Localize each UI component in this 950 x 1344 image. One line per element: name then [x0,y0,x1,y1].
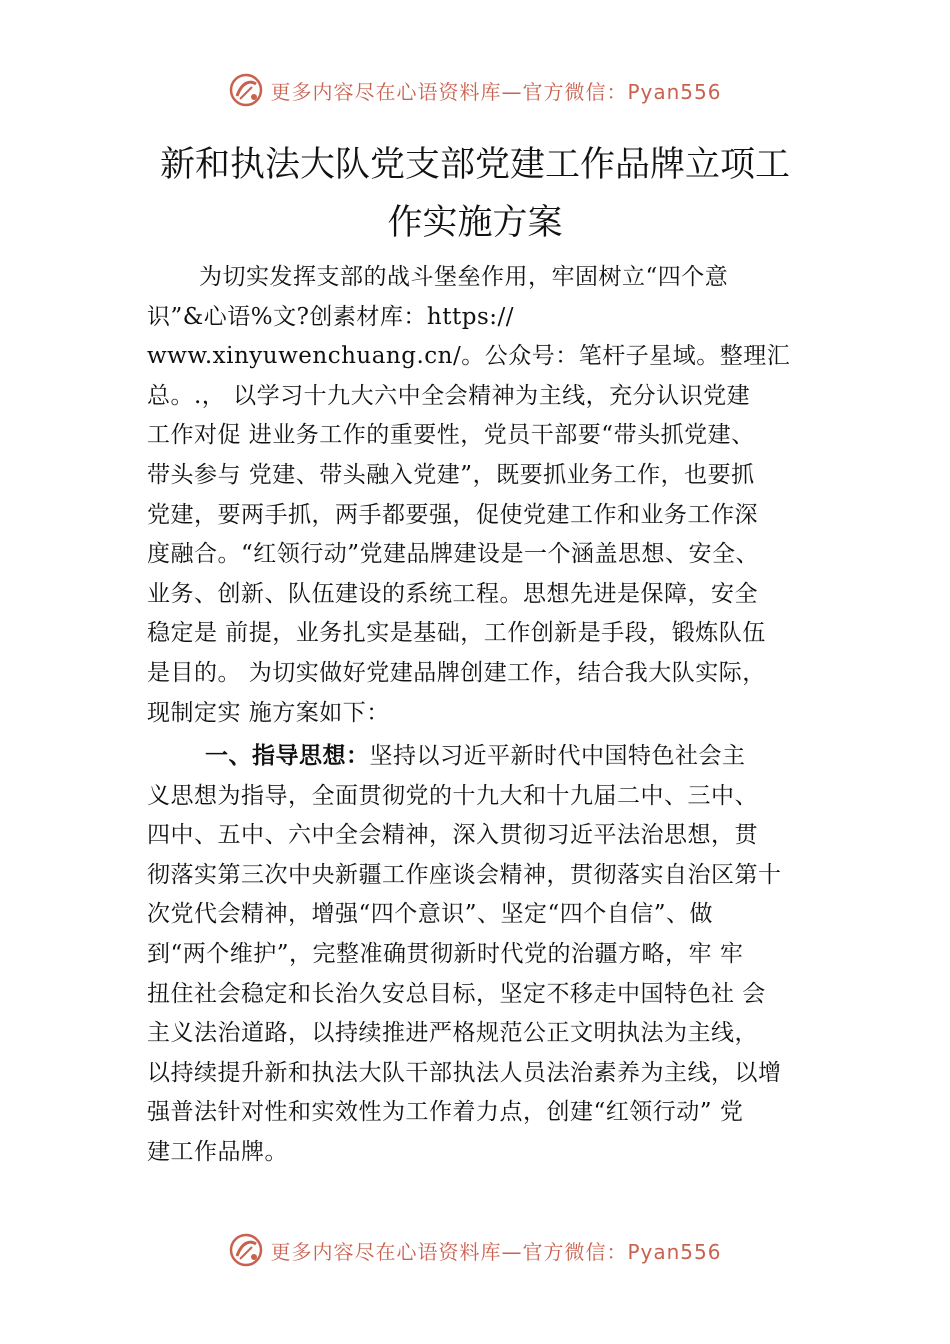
section-line: 扭住社会稳定和长治久安总目标，坚定不移走中国特色社 会 [147,980,766,1007]
section-line: 义思想为指导，全面贯彻党的十九大和十九届二中、三中、 [147,782,758,809]
section-line: 到“两个维护”，完整准确贯彻新时代党的治疆方略，牢 牢 [147,940,744,967]
section-heading: 一、指导思想： [205,743,370,769]
section-first-text: 坚持以习近平新时代中国特色社会主 [369,743,746,769]
document-title-line2: 作实施方案 [387,203,563,243]
intro-line: 识”&心语%文?创素材库：https:// [147,303,514,330]
document-title-line1: 新和执法大队党支部党建工作品牌立项工 [159,145,790,185]
section-line: 次党代会精神，增强“四个意识”、坚定“四个自信”、做 [147,901,714,928]
section-line: 强普法针对性和实效性为工作着力点，创建“红领行动” 党 [147,1099,744,1126]
intro-line: 总。.， 以学习十九大六中全会精神为主线，充分认识党建 [147,382,751,409]
watermark-banner-top [0,68,950,112]
section-line: 以持续提升新和执法大队干部执法人员法治素养为主线，以增 [147,1059,782,1086]
section-line: 四中、五中、六中全会精神，深入贯彻习近平法治思想，贯 [147,822,758,849]
intro-paragraph [147,258,837,733]
watermark-text-bottom: 更多内容尽在心语资料库—官方微信：Pyan556 [270,1239,722,1264]
intro-line: 是目的。 为切实做好党建品牌创建工作，结合我大队实际， [147,659,766,686]
circular-logo-icon [228,72,264,108]
intro-line: 带头参与 党建、带头融入党建”，既要抓业务工作，也要抓 [147,461,755,488]
section-first-line [147,737,837,777]
intro-line: 稳定是 前提，业务扎实是基础，工作创新是手段，锻炼队伍 [147,620,766,647]
section-line: 彻落实第三次中央新疆工作座谈会精神，贯彻落实自治区第十 [147,861,782,888]
intro-line: 度融合。“红领行动”党建品牌建设是一个涵盖思想、安全、 [147,541,760,568]
intro-line: 业务、创新、队伍建设的系统工程。思想先进是保障，安全 [147,580,758,607]
intro-line: www.xinyuwenchuang.cn/。公众号：笔杆子星域。整理汇 [147,343,791,370]
section-line: 主义法治道路，以持续推进严格规范公正文明执法为主线， [147,1020,758,1047]
watermark-text-top: 更多内容尽在心语资料库—官方微信：Pyan556 [270,79,722,104]
intro-line: 党建，要两手抓，两手都要强，促使党建工作和业务工作深 [147,501,758,528]
watermark-banner-bottom [0,1228,950,1272]
section-guiding-ideology [147,737,837,1173]
circular-logo-icon [228,1232,264,1268]
section-line: 建工作品牌。 [147,1138,288,1165]
intro-line: 工作对促 进业务工作的重要性，党员干部要“带头抓党建、 [147,422,755,449]
intro-line: 现制定实 施方案如下： [147,699,390,726]
intro-line: 为切实发挥支部的战斗堡垒作用，牢固树立“四个意 [199,264,729,290]
